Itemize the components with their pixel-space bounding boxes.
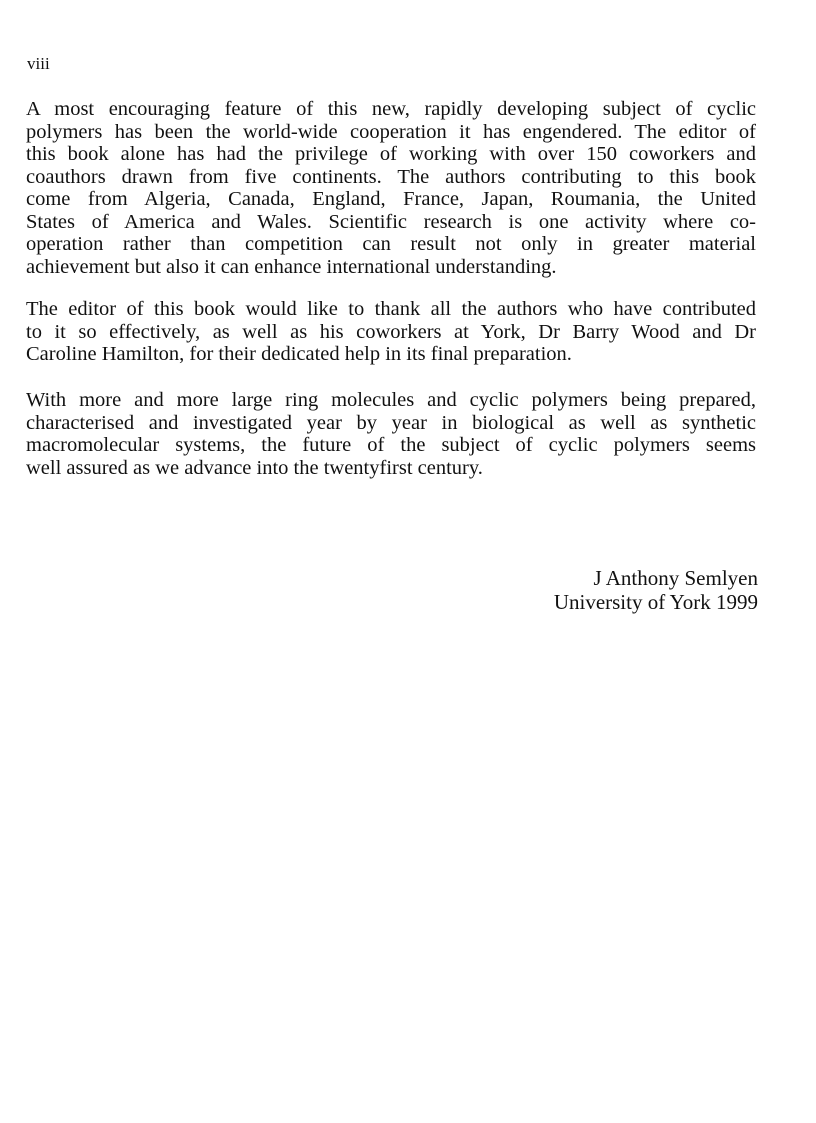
- paragraph-cooperation: [26, 98, 756, 278]
- text-line: come from Algeria, Canada, England, France, Japan, Roumania, the United: [26, 188, 756, 210]
- text-line: well assured as we advance into the twentyfirst century.: [26, 456, 483, 479]
- text-line: With more and more large ring molecules and cyclic polymers being prepared,: [26, 389, 756, 411]
- text-line: operation rather than competition can result not only in greater material: [26, 233, 756, 255]
- text-line: coauthors drawn from five continents. The authors contributing to this book: [26, 165, 756, 188]
- text-line: macromolecular systems, the future of the subject of cyclic polymers seems: [26, 434, 756, 456]
- text-line: achievement but also it can enhance international understanding.: [26, 255, 557, 278]
- signature-name: J Anthony Semlyen: [593, 566, 758, 590]
- paragraph-future: [26, 389, 756, 479]
- text-line: characterised and investigated year by year in biological as well as synthetic: [26, 411, 756, 434]
- text-line: A most encouraging feature of this new, rapidly developing subject of cyclic: [26, 98, 756, 120]
- signature-block: [554, 566, 758, 614]
- paragraph-acknowledgements: [26, 298, 756, 366]
- text-line: polymers has been the world-wide cooperation it has engendered. The editor of: [26, 120, 756, 143]
- text-line: to it so effectively, as well as his coworkers at York, Dr Barry Wood and Dr: [26, 320, 756, 343]
- signature-affiliation: University of York 1999: [553, 590, 758, 614]
- text-line: The editor of this book would like to thank all the authors who have contributed: [26, 298, 756, 320]
- text-line: Caroline Hamilton, for their dedicated help in its final preparation.: [26, 343, 572, 365]
- page-number: viii: [27, 54, 50, 73]
- text-line: this book alone has had the privilege of working with over 150 coworkers and: [26, 143, 756, 165]
- text-line: States of America and Wales. Scientific research is one activity where co-: [26, 210, 756, 233]
